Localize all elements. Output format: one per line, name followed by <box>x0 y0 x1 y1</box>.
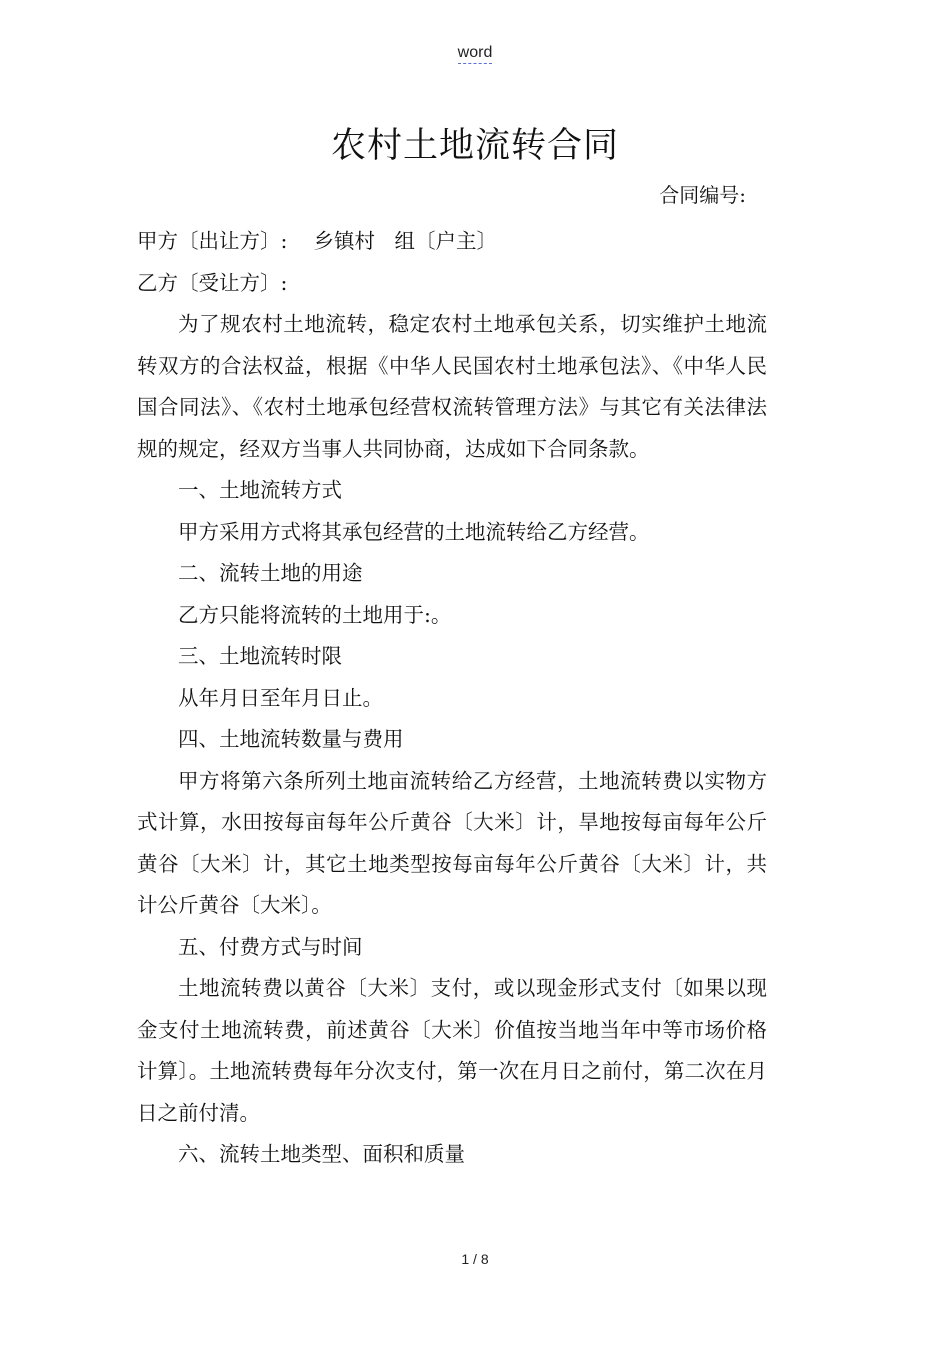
header-word-label: word <box>458 44 493 64</box>
page-number: 1 / 8 <box>461 1251 489 1267</box>
party-a-line: 甲方〔出让方〕: 乡镇村 组〔户主〕 <box>137 229 498 253</box>
contract-number-label: 合同编号: <box>659 183 746 207</box>
section-body: 土地流转费以黄谷〔大米〕支付，或以现金形式支付〔如果以现金支付土地流转费，前述黄谷〔大米〕价值按当地当年中等市场价格计算〕。土地流转费每年分次支付，第一次在月日之前付，第二次在月日之前付清。 <box>137 976 767 1125</box>
section-heading: 三、土地流转时限 <box>178 644 342 668</box>
section-body: 乙方只能将流转的土地用于:。 <box>178 602 452 627</box>
section-heading: 六、流转土地类型、面积和质量 <box>178 1142 465 1166</box>
section-heading: 五、付费方式与时间 <box>178 934 363 959</box>
section-heading: 四、土地流转数量与费用 <box>178 727 404 751</box>
page-header <box>0 44 950 62</box>
document-body <box>137 221 767 1176</box>
intro-paragraph: 为了规农村土地流转，稳定农村土地承包关系，切实维护土地流转双方的合法权益，根据《中华人民国农村土地承包法》、《中华人民国合同法》、《农村土地承包经营权流转管理方法》与其它有关法律法规的规定，经双方当事人共同协商，达成如下合同条款。 <box>137 312 767 461</box>
section-body: 从年月日至年月日止。 <box>178 685 383 710</box>
section-body: 甲方采用方式将其承包经营的土地流转给乙方经营。 <box>178 519 650 544</box>
section-heading: 二、流转土地的用途 <box>178 561 363 585</box>
party-b-line: 乙方〔受让方〕: <box>137 270 288 295</box>
document-title: 农村土地流转合同 <box>330 126 619 166</box>
section-body: 甲方将第六条所列土地亩流转给乙方经营，土地流转费以实物方式计算，水田按每亩每年公斤黄谷〔大米〕计，旱地按每亩每年公斤黄谷〔大米〕计，其它土地类型按每亩每年公斤黄谷〔大米〕计，共计公斤黄谷〔大米〕。 <box>137 768 767 917</box>
section-heading: 一、土地流转方式 <box>178 478 342 502</box>
